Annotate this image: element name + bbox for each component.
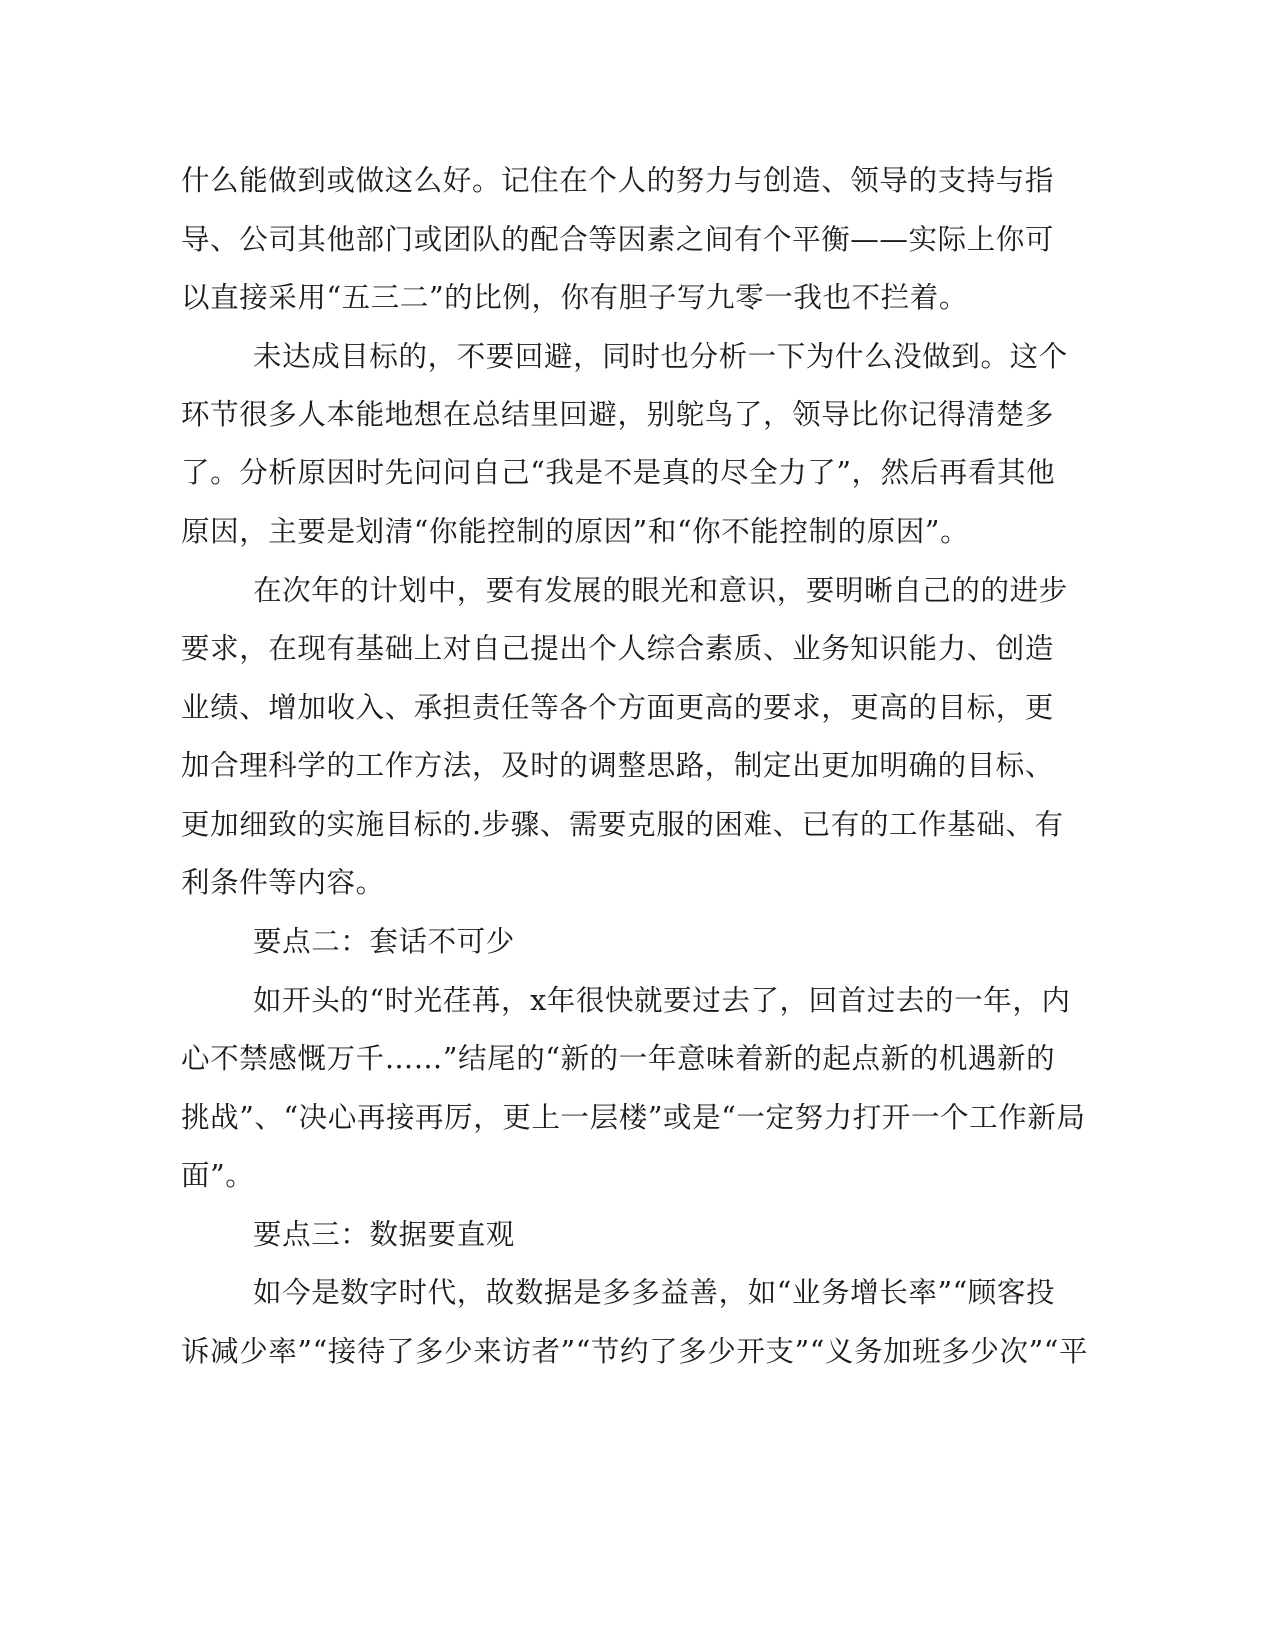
text-line: 利条件等内容。 bbox=[181, 866, 385, 899]
text-line: 原因，主要是划清“你能控制的原因”和“你不能控制的原因”。 bbox=[181, 515, 970, 548]
text-line: 以直接采用“五三二”的比例，你有胆子写九零一我也不拦着。 bbox=[181, 281, 968, 314]
section-heading: 要点二：套话不可少 bbox=[253, 925, 515, 958]
section-heading: 要点三：数据要直观 bbox=[253, 1218, 515, 1251]
text-line: 心不禁感慨万千……”结尾的“新的一年意味着新的起点新的机遇新的 bbox=[181, 1042, 1056, 1075]
paragraph-start-line: 在次年的计划中，要有发展的眼光和意识，要明晰自己的的进步 bbox=[253, 574, 1068, 607]
paragraph-start-line: 未达成目标的，不要回避，同时也分析一下为什么没做到。这个 bbox=[253, 340, 1068, 373]
text-line: 要求，在现有基础上对自己提出个人综合素质、业务知识能力、创造 bbox=[181, 632, 1055, 665]
text-line: 挑战”、“决心再接再厉，更上一层楼”或是“一定努力打开一个工作新局 bbox=[181, 1101, 1086, 1134]
text-line: 面”。 bbox=[181, 1159, 255, 1192]
text-line: 什么能做到或做这么好。记住在个人的努力与创造、领导的支持与指 bbox=[181, 164, 1055, 197]
text-line: 业绩、增加收入、承担责任等各个方面更高的要求，更高的目标，更 bbox=[181, 691, 1055, 724]
paragraph-start-line: 如开头的“时光荏苒，x年很快就要过去了，回首过去的一年，内 bbox=[253, 984, 1071, 1017]
text-line: 加合理科学的工作方法，及时的调整思路，制定出更加明确的目标、 bbox=[181, 749, 1055, 782]
text-line: 环节很多人本能地想在总结里回避，别鸵鸟了，领导比你记得清楚多 bbox=[181, 398, 1055, 431]
text-line: 了。分析原因时先问问自己“我是不是真的尽全力了”，然后再看其他 bbox=[181, 456, 1056, 489]
text-line: 更加细致的实施目标的.步骤、需要克服的困难、已有的工作基础、有 bbox=[181, 808, 1064, 841]
paragraph-start-line: 如今是数字时代，故数据是多多益善，如“业务增长率”“顾客投 bbox=[253, 1276, 1056, 1309]
text-line: 诉减少率”“接待了多少来访者”“节约了多少开支”“义务加班多少次”“平 bbox=[181, 1335, 1089, 1368]
text-line: 导、公司其他部门或团队的配合等因素之间有个平衡——实际上你可 bbox=[181, 223, 1055, 256]
